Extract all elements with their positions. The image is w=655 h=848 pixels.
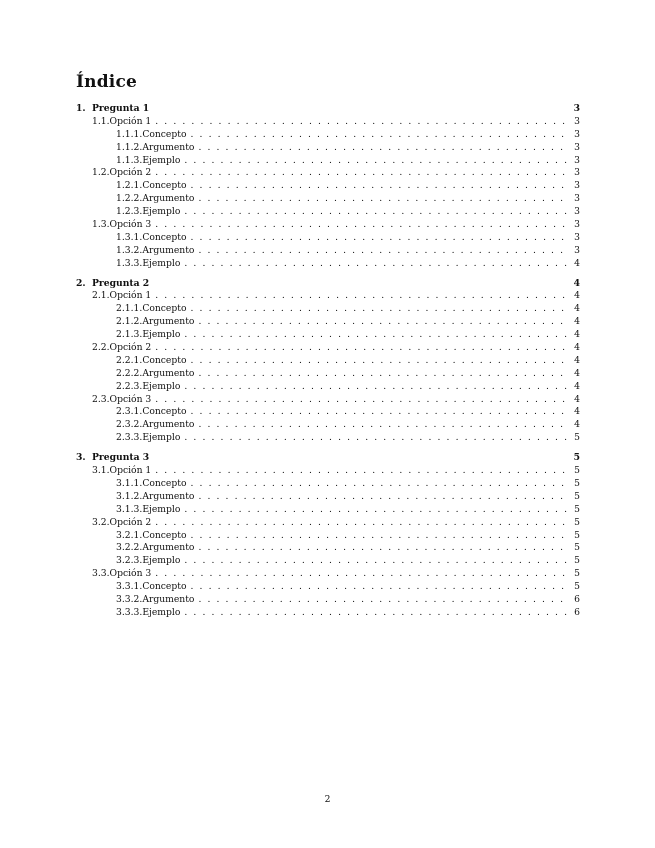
entry-label: Concepto	[142, 581, 187, 593]
entry-number: 3.1.2.	[116, 490, 143, 502]
dot-leader	[190, 478, 568, 491]
dot-leader	[155, 167, 568, 180]
entry-number: 2.	[76, 277, 86, 289]
toc-subsubsection-entry[interactable]	[76, 594, 580, 607]
toc-subsubsection-entry[interactable]	[76, 193, 580, 206]
entry-page: 3	[574, 206, 580, 218]
entry-number: 1.2.2.	[116, 193, 143, 205]
entry-label: Ejemplo	[142, 555, 181, 567]
entry-page: 3	[574, 180, 580, 192]
toc-section	[76, 452, 580, 620]
toc-subsubsection-entry[interactable]	[76, 491, 580, 504]
entry-label: Argumento	[142, 593, 195, 605]
dot-leader	[184, 607, 568, 620]
entry-label: Concepto	[142, 180, 187, 192]
entry-label: Ejemplo	[142, 503, 181, 515]
entry-page: 4	[574, 354, 580, 366]
dot-leader	[155, 517, 568, 530]
entry-label: Opción 1	[109, 115, 152, 127]
entry-page: 5	[574, 529, 580, 541]
entry-number: 3.	[76, 452, 86, 464]
entry-number: 2.2.3.	[116, 380, 143, 392]
dot-leader	[155, 394, 568, 407]
toc-subsubsection-entry[interactable]	[76, 381, 580, 394]
toc-subsubsection-entry[interactable]	[76, 245, 580, 258]
entry-label: Ejemplo	[142, 257, 181, 269]
entry-label: Argumento	[142, 316, 195, 328]
entry-page: 3	[574, 193, 580, 205]
toc-subsubsection-entry[interactable]	[76, 180, 580, 193]
entry-page: 3	[574, 231, 580, 243]
toc-subsubsection-entry[interactable]	[76, 581, 580, 594]
toc-subsubsection-entry[interactable]	[76, 478, 580, 491]
toc-subsubsection-entry[interactable]	[76, 432, 580, 445]
entry-page: 5	[573, 452, 580, 464]
entry-number: 3.3.1.	[116, 581, 143, 593]
entry-page: 5	[574, 555, 580, 567]
toc-subsection-entry[interactable]	[76, 517, 580, 530]
entry-page: 3	[574, 115, 580, 127]
toc-section-entry[interactable]	[76, 278, 580, 291]
dot-leader	[184, 206, 568, 219]
dot-leader	[190, 129, 568, 142]
entry-number: 1.3.	[92, 219, 110, 231]
dot-leader	[198, 419, 568, 432]
toc-subsection-entry[interactable]	[76, 116, 580, 129]
dot-leader	[198, 368, 568, 381]
entry-number: 3.1.3.	[116, 503, 143, 515]
dot-leader	[184, 258, 568, 271]
entry-label: Concepto	[142, 477, 187, 489]
entry-number: 2.2.	[92, 342, 110, 354]
entry-page: 4	[574, 257, 580, 269]
dot-leader	[155, 116, 568, 129]
dot-leader	[198, 316, 568, 329]
toc-subsubsection-entry[interactable]	[76, 316, 580, 329]
entry-page: 6	[574, 606, 580, 618]
entry-number: 1.1.2.	[116, 141, 143, 153]
entry-number: 2.3.3.	[116, 432, 143, 444]
toc-subsubsection-entry[interactable]	[76, 206, 580, 219]
entry-number: 1.1.	[92, 115, 110, 127]
entry-page: 4	[573, 277, 580, 289]
dot-leader	[184, 504, 568, 517]
entry-page: 4	[574, 342, 580, 354]
dot-leader	[190, 530, 568, 543]
toc-subsubsection-entry[interactable]	[76, 406, 580, 419]
entry-number: 2.2.1.	[116, 354, 143, 366]
toc-subsubsection-entry[interactable]	[76, 542, 580, 555]
entry-number: 3.3.2.	[116, 593, 143, 605]
entry-page: 4	[574, 393, 580, 405]
entry-page: 3	[574, 219, 580, 231]
entry-number: 2.1.	[92, 290, 110, 302]
entry-page: 6	[574, 593, 580, 605]
entry-number: 3.1.	[92, 465, 110, 477]
entry-number: 3.3.	[92, 568, 110, 580]
toc-subsection-entry[interactable]	[76, 568, 580, 581]
entry-number: 1.1.3.	[116, 154, 143, 166]
entry-label: Opción 2	[109, 516, 152, 528]
entry-page: 4	[574, 316, 580, 328]
entry-number: 2.3.2.	[116, 419, 143, 431]
toc-subsubsection-entry[interactable]	[76, 607, 580, 620]
dot-leader	[155, 219, 568, 232]
toc-subsubsection-entry[interactable]	[76, 368, 580, 381]
entry-number: 2.1.3.	[116, 329, 143, 341]
dot-leader	[190, 180, 568, 193]
entry-page: 3	[574, 167, 580, 179]
entry-label: Argumento	[142, 542, 195, 554]
toc-subsubsection-entry[interactable]	[76, 155, 580, 168]
entry-number: 3.1.1.	[116, 477, 143, 489]
toc-section-entry[interactable]	[76, 452, 580, 465]
dot-leader	[190, 303, 568, 316]
entry-page: 3	[574, 244, 580, 256]
toc-subsubsection-entry[interactable]	[76, 258, 580, 271]
entry-page: 5	[574, 432, 580, 444]
entry-page: 3	[574, 128, 580, 140]
entry-number: 1.2.	[92, 167, 110, 179]
entry-label: Concepto	[142, 529, 187, 541]
toc-subsubsection-entry[interactable]	[76, 419, 580, 432]
entry-page: 4	[574, 406, 580, 418]
toc-subsection-entry[interactable]	[76, 219, 580, 232]
dot-leader	[190, 232, 568, 245]
entry-page: 3	[574, 141, 580, 153]
entry-number: 1.3.3.	[116, 257, 143, 269]
entry-label: Concepto	[142, 303, 187, 315]
entry-number: 1.2.1.	[116, 180, 143, 192]
entry-number: 3.2.3.	[116, 555, 143, 567]
entry-label: Opción 2	[109, 342, 152, 354]
entry-page: 5	[574, 516, 580, 528]
dot-leader	[155, 465, 568, 478]
entry-label: Opción 3	[109, 393, 152, 405]
entry-page: 5	[574, 542, 580, 554]
toc-subsubsection-entry[interactable]	[76, 303, 580, 316]
entry-number: 1.2.3.	[116, 206, 143, 218]
entry-label: Argumento	[142, 367, 195, 379]
toc-subsubsection-entry[interactable]	[76, 129, 580, 142]
entry-page: 4	[574, 303, 580, 315]
entry-label: Concepto	[142, 406, 187, 418]
entry-number: 1.3.1.	[116, 231, 143, 243]
entry-label: Ejemplo	[142, 206, 181, 218]
entry-label: Argumento	[142, 193, 195, 205]
entry-page: 5	[574, 568, 580, 580]
dot-leader	[184, 329, 568, 342]
entry-page: 4	[574, 380, 580, 392]
entry-label: Argumento	[142, 419, 195, 431]
entry-page: 5	[574, 503, 580, 515]
table-of-contents	[76, 103, 580, 627]
dot-leader	[198, 542, 568, 555]
dot-leader	[184, 381, 568, 394]
entry-number: 3.3.3.	[116, 606, 143, 618]
toc-subsubsection-entry[interactable]	[76, 232, 580, 245]
entry-label: Opción 1	[109, 290, 152, 302]
toc-subsection-entry[interactable]	[76, 290, 580, 303]
entry-label: Concepto	[142, 128, 187, 140]
toc-subsubsection-entry[interactable]	[76, 504, 580, 517]
dot-leader	[184, 555, 568, 568]
entry-label: Ejemplo	[142, 380, 181, 392]
entry-number: 3.2.1.	[116, 529, 143, 541]
dot-leader	[190, 406, 568, 419]
entry-label: Pregunta 2	[92, 277, 150, 289]
entry-page: 5	[574, 581, 580, 593]
entry-number: 2.2.2.	[116, 367, 143, 379]
dot-leader	[190, 581, 568, 594]
dot-leader	[198, 491, 568, 504]
dot-leader	[184, 432, 568, 445]
entry-page: 4	[574, 290, 580, 302]
entry-label: Argumento	[142, 490, 195, 502]
toc-subsection-entry[interactable]	[76, 167, 580, 180]
entry-page: 4	[574, 329, 580, 341]
entry-label: Argumento	[142, 141, 195, 153]
entry-label: Ejemplo	[142, 329, 181, 341]
footer-page-number: 2	[324, 794, 331, 805]
toc-subsection-entry[interactable]	[76, 394, 580, 407]
toc-subsection-entry[interactable]	[76, 342, 580, 355]
entry-page: 4	[574, 367, 580, 379]
page-title: Índice	[76, 72, 138, 92]
entry-number: 2.3.	[92, 393, 110, 405]
entry-number: 2.1.2.	[116, 316, 143, 328]
toc-subsection-entry[interactable]	[76, 465, 580, 478]
dot-leader	[155, 568, 568, 581]
toc-subsubsection-entry[interactable]	[76, 555, 580, 568]
entry-label: Opción 3	[109, 219, 152, 231]
entry-label: Opción 3	[109, 568, 152, 580]
entry-label: Opción 2	[109, 167, 152, 179]
toc-subsubsection-entry[interactable]	[76, 355, 580, 368]
entry-number: 2.1.1.	[116, 303, 143, 315]
entry-page: 3	[574, 154, 580, 166]
dot-leader	[184, 155, 568, 168]
entry-label: Ejemplo	[142, 606, 181, 618]
entry-number: 1.3.2.	[116, 244, 143, 256]
entry-label: Ejemplo	[142, 154, 181, 166]
dot-leader	[198, 594, 568, 607]
entry-label: Concepto	[142, 354, 187, 366]
entry-label: Pregunta 3	[92, 452, 150, 464]
entry-number: 1.	[76, 103, 86, 114]
entry-page: 4	[574, 419, 580, 431]
dot-leader	[155, 290, 568, 303]
entry-label: Pregunta 1	[92, 103, 150, 114]
entry-page: 3	[573, 103, 580, 114]
entry-page: 5	[574, 490, 580, 502]
entry-number: 2.3.1.	[116, 406, 143, 418]
toc-subsubsection-entry[interactable]	[76, 142, 580, 155]
entry-label: Ejemplo	[142, 432, 181, 444]
dot-leader	[198, 193, 568, 206]
entry-page: 5	[574, 465, 580, 477]
dot-leader	[198, 142, 568, 155]
entry-label: Concepto	[142, 231, 187, 243]
toc-section-entry[interactable]	[76, 103, 580, 116]
dot-leader	[155, 342, 568, 355]
entry-label: Argumento	[142, 244, 195, 256]
toc-section	[76, 278, 580, 446]
toc-subsubsection-entry[interactable]	[76, 329, 580, 342]
entry-number: 1.1.1.	[116, 128, 143, 140]
toc-section	[76, 103, 580, 271]
dot-leader	[190, 355, 568, 368]
entry-page: 5	[574, 477, 580, 489]
entry-label: Opción 1	[109, 465, 152, 477]
toc-subsubsection-entry[interactable]	[76, 530, 580, 543]
dot-leader	[198, 245, 568, 258]
entry-number: 3.2.	[92, 516, 110, 528]
entry-number: 3.2.2.	[116, 542, 143, 554]
